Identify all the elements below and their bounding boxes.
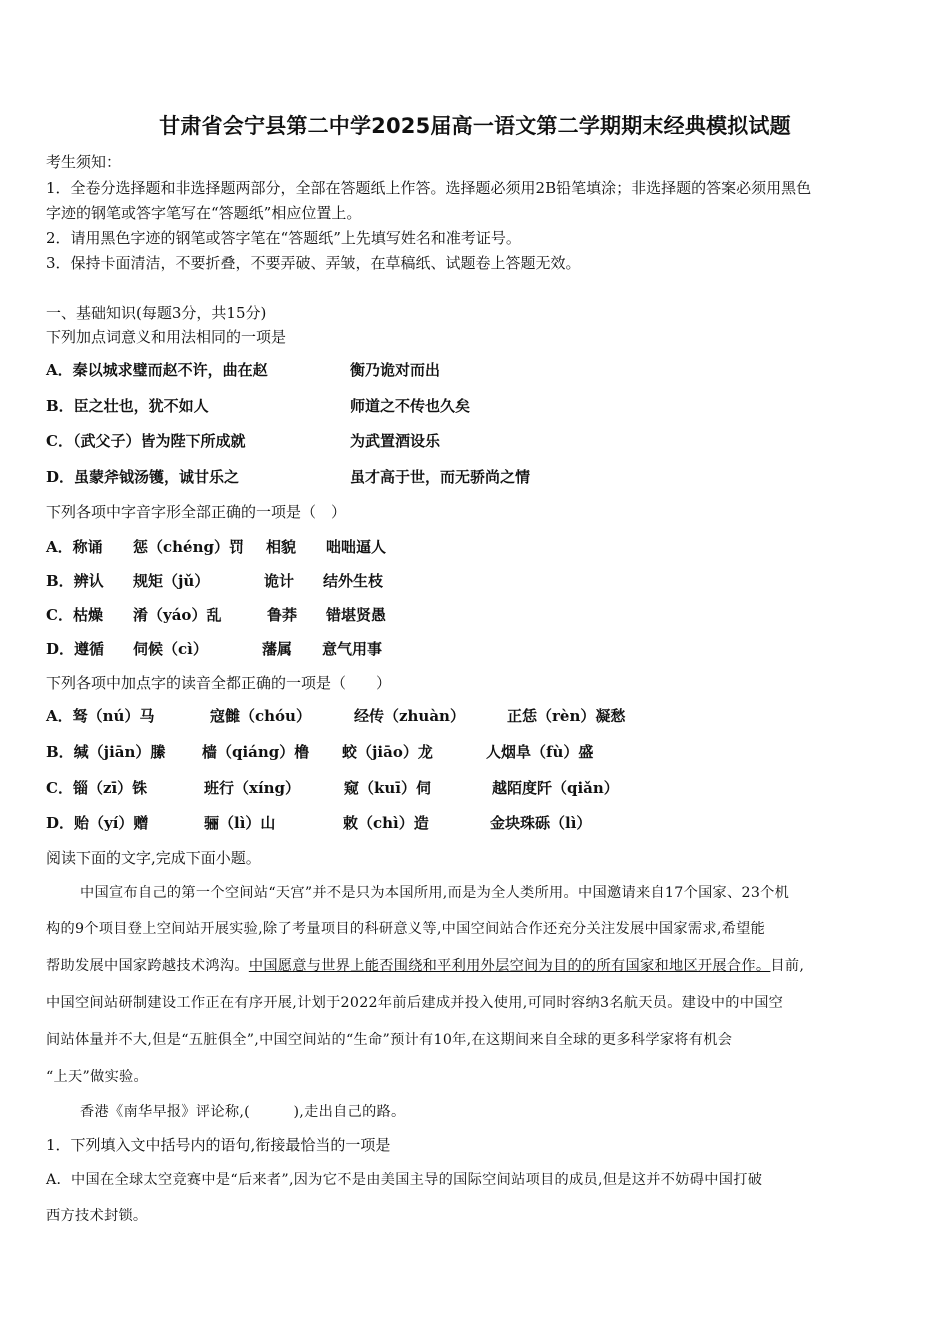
option-cell: 人烟阜（fù）盛	[486, 743, 594, 761]
question-1-stem: 1．下列填入文中括号内的语句,衔接最恰当的一项是	[46, 1136, 391, 1154]
option-cell: 错堪贤愚	[326, 606, 387, 624]
option-cell: 蛟（jiāo）龙	[342, 743, 433, 761]
section-heading: 一、基础知识(每题3分，共15分)	[46, 304, 267, 322]
option-cell: 敕（chì）造	[343, 814, 429, 832]
notice-item-3: 3．保持卡面清洁，不要折叠，不要弄破、弄皱，在草稿纸、试题卷上答题无效。	[46, 254, 581, 272]
option-a-left: A．秦以城求璧而赵不许，曲在赵	[46, 361, 268, 379]
passage-line: “上天”做实验。	[46, 1069, 149, 1085]
notice-item-1-line-2: 字迹的钢笔或答字笔写在“答题纸”相应位置上。	[46, 204, 362, 222]
option-d-left: D．虽蒙斧钺汤镬，诚甘乐之	[46, 468, 240, 486]
question-stem: 下列加点词意义和用法相同的一项是	[46, 328, 287, 346]
question-stem: 下列各项中加点字的读音全都正确的一项是（ ）	[46, 674, 392, 692]
option-cell: 寇雠（chóu）	[210, 707, 311, 725]
option-cell: 伺候（cì）	[133, 640, 208, 658]
passage-line: 构的9个项目登上空间站开展实验,除了考量项目的科研意义等,中国空间站合作还充分关注发展中国家需求,希望能	[46, 921, 766, 937]
option-cell: 班行（xíng）	[204, 779, 301, 797]
option-cell: 意气用事	[322, 640, 383, 658]
option-cell: 结外生枝	[323, 572, 384, 590]
option-cell: 咄咄逼人	[326, 538, 387, 556]
option-cell: 樯（qiáng）橹	[202, 743, 310, 761]
passage-line: 香港《南华早报》评论称,( ),走出自己的路。	[80, 1104, 406, 1120]
passage-text: 目前,	[770, 958, 805, 974]
underlined-sentence: 中国愿意与世界上能否围绕和平利用外层空间为目的的所有国家和地区开展合作。	[248, 958, 771, 974]
option-cell: 骊（lì）山	[204, 814, 276, 832]
passage-line: 中国空间站研制建设工作正在有序开展,计划于2022年前后建成并投入使用,可同时容纳3名航天员。建设中的中国空	[46, 995, 784, 1011]
reading-intro: 阅读下面的文字,完成下面小题。	[46, 849, 261, 867]
notice-heading: 考生须知：	[46, 153, 122, 171]
option-cell: 越陌度阡（qiǎn）	[492, 779, 619, 797]
option-cell: 惩（chéng）罚	[133, 538, 244, 556]
option-cell: A．称诵	[46, 538, 103, 556]
notice-item-2: 2．请用黑色字迹的钢笔或答字笔在“答题纸”上先填写姓名和准考证号。	[46, 229, 521, 247]
question-1-option-a-cont: 西方技术封锁。	[46, 1208, 148, 1224]
option-cell: B．辨认	[46, 572, 104, 590]
option-cell: 相貌	[266, 538, 297, 556]
page-title: 甘肃省会宁县第二中学2025届高一语文第二学期期末经典模拟试题	[159, 114, 791, 138]
option-cell: D．遵循	[46, 640, 105, 658]
option-d-right: 虽才高于世，而无骄尚之情	[350, 468, 531, 486]
option-cell: C．锱（zī）铢	[46, 779, 148, 797]
question-stem: 下列各项中字音字形全部正确的一项是（ ）	[46, 503, 347, 521]
option-c-left: C．（武父子）皆为陛下所成就	[46, 432, 246, 450]
option-cell: 藩属	[262, 640, 293, 658]
option-cell: 淆（yáo）乱	[133, 606, 222, 624]
passage-line: 间站体量并不大,但是“五脏俱全”,中国空间站的“生命”预计有10年,在这期间来自全球的更多科学家将有机会	[46, 1032, 733, 1048]
option-cell: 金块珠砾（lì）	[490, 814, 592, 832]
option-c-right: 为武置酒设乐	[350, 432, 441, 450]
option-b-right: 师道之不传也久矣	[350, 397, 471, 415]
question-1-option-a: A．中国在全球太空竞赛中是“后来者”,因为它不是由美国主导的国际空间站项目的成员,但是这并不妨碍中国打破	[46, 1172, 763, 1188]
passage-line: 中国宣布自己的第一个空间站“天宫”并不是只为本国所用,而是为全人类所用。中国邀请来自17个国家、23个机	[80, 885, 790, 901]
option-cell: 经传（zhuàn）	[354, 707, 465, 725]
option-cell: D．贻（yí）赠	[46, 814, 149, 832]
passage-line	[46, 956, 804, 976]
passage-text: 帮助发展中国家跨越技术鸿沟。	[46, 958, 249, 974]
option-cell: C．枯燥	[46, 606, 103, 624]
option-b-left: B．臣之壮也，犹不如人	[46, 397, 209, 415]
notice-item-1-line-1: 1．全卷分选择题和非选择题两部分，全部在答题纸上作答。选择题必须用2B铅笔填涂；非选择题的答案必须用黑色	[46, 179, 812, 197]
option-cell: 正恁（rèn）凝愁	[507, 707, 626, 725]
option-cell: A．驽（nú）马	[46, 707, 155, 725]
option-cell: 诡计	[264, 572, 295, 590]
option-cell: 鲁莽	[267, 606, 298, 624]
option-a-right: 衡乃诡对而出	[350, 361, 441, 379]
option-cell: 窥（kuī）伺	[344, 779, 431, 797]
option-cell: B．缄（jiān）縢	[46, 743, 166, 761]
option-cell: 规矩（jǔ）	[133, 572, 210, 590]
